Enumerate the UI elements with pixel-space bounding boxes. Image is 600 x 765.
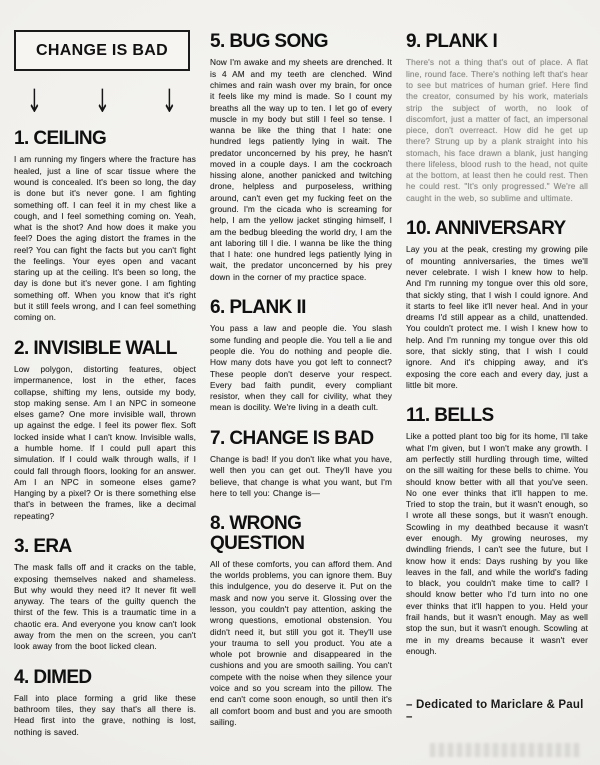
section-title: 11. BELLS [406, 405, 494, 427]
arrow-down-icon: ↓ [26, 81, 42, 121]
section-plank-i [406, 30, 588, 204]
section-bells [406, 391, 588, 657]
column-3 [406, 30, 588, 751]
dedication-text: – Dedicated to Mariclare & Paul – [406, 699, 584, 723]
section-body: I am running my fingers where the fracture has healed, just a line of scar tissue where the wound is concealed. It's been so long, the day is done but it's never gone. I am fighting something off. I can feel it in my chest like a cough, and I feel something coming on. Yeah, what is the shot? And how does it make you feel? Does the aging distort the frames in the reel? You can fight the facts but you can't fight the feelings. Your eyes open and vacant staring up at the ceiling. It's been so long, the day is done but it's never gone. I am fighting something off. When you know that it's right but it still feels wrong, and I can feel something coming on. [14, 154, 196, 323]
section-body: The mask falls off and it cracks on the table, exposing themselves naked and shameless. But why would they need it? It never fit well anyway. The tears of the guilty quench the thirst of the few. This is a traumatic time in a chaotic era. And everyone you know can't look away from the men on the screen, you can't look away from the boot licked clean. [14, 562, 196, 652]
title-banner-box [14, 30, 190, 71]
section-body: Like a potted plant too big for its home, I'll take what I'm given, but I won't make any growth. I am perfectly still hurdling through time, wilted on the sill waiting for these bells to chime. You should know better with all that you've seen. No one ever thinks that it'll happen to me. Tried to stop the train, but it wasn't enough, so I wrote all these songs, but it wasn't enough. Scowling in my deathbed because it wasn't ever enough. My growing neuroses, my dwindling friends, I can't see the future, but I know how it ends: Days rushing by you like leaves in the fall, and while the world's fading to black, you couldn't make time to call? I should know better who I'd turn into no one ever thinks that it'll happen to you. Held your frail hands, but it wasn't enough. May as well stop the sun, but it wasn't enough. Scowling at me in my dreams because it wasn't ever enough. [406, 431, 588, 656]
section-title: 8. WRONG QUESTION [210, 513, 305, 554]
arrow-down-icon: ↓ [162, 81, 178, 121]
section-plank-ii [210, 298, 392, 414]
section-title: 1. CEILING [14, 128, 107, 149]
title-banner-label: CHANGE IS BAD [36, 42, 168, 59]
section-change-is-bad [210, 429, 392, 500]
column-2 [210, 30, 392, 751]
column-1 [14, 30, 196, 751]
section-body: Now I'm awake and my sheets are drenched. It is 4 AM and my teeth are clenched. Wind chimes and rain wash over my brain, for once it feels like my mind is made. So I count my breaths all the way up to ten. I let go of every muscle in my body but still I feel so tense. I wanna be like the thing that I hate: one hundred legs patiently lying in wait. The predator unconcerned by his prey, he hasn't moved in a couple days. I am the cockroach hissing alone, another panicked and twitching drone, helpless and purposeless, writhing around, can't even get my fucking feet on the ground. I'm the cicada who is screaming for help, I am the yellow jacket stinging himself, I am the bedbug bleeding the world dry, I am the ant laboring till I die. I wanna be like the thing that I hate: one hundred legs patiently lying in wait, the predator unconcerned by his prey down in the corner of my practice space. [210, 57, 392, 282]
section-title: 2. INVISIBLE WALL [14, 337, 177, 359]
section-body: Change is bad! If you don't like what you have, well then you can get out. They'll have you believe, that change is what you want, but I'm here to tell you: Change is— [210, 454, 392, 498]
section-title: 9. PLANK I [406, 31, 498, 52]
scan-artifact-smudge [430, 743, 580, 757]
section-title: 7. CHANGE IS BAD [210, 427, 374, 449]
section-title: 5. BUG SONG [210, 31, 328, 52]
section-body: Low polygon, distorting features, object impermanence, lost in the ether, faces collapse, shifting my lens, outside my body, stop making sense. Am I an NPC in someone elses game? One more invisible wall, thrown up against the edge. I feel its power flex. Soft locked inside what I can't know. Invisible walls, a humble home. If I could pull apart this simulation. If I could walk through walls, if I could fall through floors, looking for an answer. Am I an NPC in someone elses game? Hanging by a pixel? Or is there something else that's in between the frames, like a decimal repeating? [14, 363, 196, 521]
section-ceiling [14, 129, 196, 324]
section-wrong-question [210, 514, 392, 728]
section-body: All of these comforts, you can afford them. And the worlds problems, you can ignore them. Buy this indulgence, you do deserve it. Put on the mask and now you serve it. Glossing over the lesson, you couldn't pay attention, asking the wrong questions, emotional obstension. You didn't need it, but still you got it. They'll use your trauma to sell you product. You ate a whole pot brownie and disappeared in the cushions and you are smooth sailing. You can't compete with the noise when they silence your voice and so you scream into the pillow. The end can't come soon enough, so until then it's all comfort boom and bust and you are smooth sailing. [210, 558, 392, 727]
section-bug-song [210, 32, 392, 283]
section-title: 4. DIMED [14, 666, 92, 688]
section-body: Fall into place forming a grid like these bathroom tiles, they say that's all there is. Head first into the grave, nothing is lost, nothing is saved. [14, 692, 196, 737]
section-body: You pass a law and people die. You slash some funding and people die. You tell a lie and people die. You do nothing and people die. How many dots have you got left to connect? These people don't deserve your respect. Every bad faith pundit, every compliant resistor, when they call for civility, what they mean is docility. We're living in a death cult. [210, 323, 392, 413]
section-era [14, 537, 196, 653]
section-invisible-wall [14, 339, 196, 522]
section-anniversary [406, 204, 588, 391]
section-body: There's not a thing that's out of place. A flat line, round face. There's nothing left that's hear to see but matrices of human grief. Here find the creator, consumed by his work, materials strip the subject of worth, no look of discomfort, just a matter of fact, an impersonal piece, don't overreact. How did he get up there? Strung up by a plank straight into his stomach, his face drawn a blank, just hanging there lifeless, blood rush to the head, not quite at the bottom, at least then he could rest. Then he could rest. "It's only progressed." We're all caught in the web, so sublime and ultimate. [406, 57, 588, 203]
section-dimed [14, 668, 196, 739]
section-body: Lay you at the peak, cresting my growing pile of mounting anniversaries, the times we'll never celebrate. I wish I knew how to help. And I'm running my tongue over this old sore, that sickly sting, that I wish I could ignore. And it starts to feel like it'll never heal. And in your dreams I'd still appear as a child, unattended. You couldn't protect me. I wish I knew how to help. And I'm running my tongue over this old sore, that sickly sting, that I wish I could ignore. And it's chipping away, and it's exposing the core each and every day, just a little bit more. [406, 244, 588, 390]
section-title: 6. PLANK II [210, 297, 306, 318]
arrow-row [20, 81, 184, 121]
arrow-down-icon: ↓ [94, 81, 110, 121]
section-title: 10. ANNIVERSARY [406, 218, 566, 240]
section-title: 3. ERA [14, 535, 72, 557]
